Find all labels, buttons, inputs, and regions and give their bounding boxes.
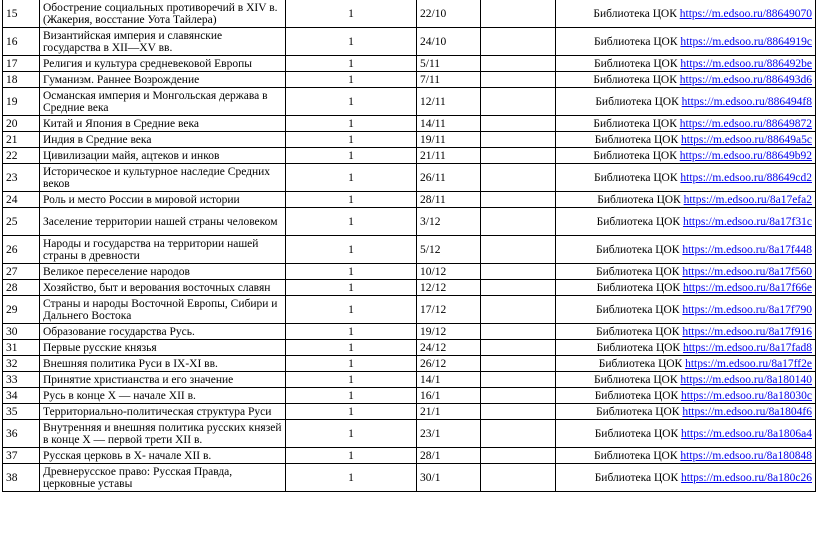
lesson-date: 19/12 bbox=[417, 324, 481, 340]
lesson-number: 17 bbox=[3, 56, 40, 72]
resource-link[interactable]: https://m.edsoo.ru/8a17efa2 bbox=[683, 193, 812, 206]
library-label: Библиотека ЦОК bbox=[593, 117, 677, 130]
empty-cell bbox=[481, 148, 556, 164]
resource-link[interactable]: https://m.edsoo.ru/8a17f31c bbox=[682, 215, 812, 228]
lesson-number: 30 bbox=[3, 324, 40, 340]
lesson-topic: Страны и народы Восточной Европы, Сибири и Дальнего Востока bbox=[40, 296, 286, 324]
resource-cell bbox=[556, 28, 816, 56]
lesson-topic: Религия и культура средневековой Европы bbox=[40, 56, 286, 72]
lesson-topic: Русская церковь в X- начале XII в. bbox=[40, 448, 286, 464]
lesson-topic: Историческое и культурное наследие Средних веков bbox=[40, 164, 286, 192]
resource-link[interactable]: https://m.edsoo.ru/8a1806a4 bbox=[681, 427, 812, 440]
table-row bbox=[3, 296, 816, 324]
empty-cell bbox=[481, 448, 556, 464]
resource-link[interactable]: https://m.edsoo.ru/8a17f66e bbox=[682, 281, 812, 294]
lesson-date: 10/12 bbox=[417, 264, 481, 280]
library-label: Библиотека ЦОК bbox=[597, 193, 681, 206]
table-body bbox=[3, 0, 816, 492]
lesson-topic: Обострение социальных противоречий в XIV в.(Жакерия, восстание Уота Тайлера) bbox=[40, 0, 286, 28]
library-label: Библиотека ЦОК bbox=[595, 303, 680, 316]
lesson-topic: Территориально-политическая структура Руси bbox=[40, 404, 286, 420]
lesson-topic: Великое переселение народов bbox=[40, 264, 286, 280]
lesson-date: 3/12 bbox=[417, 208, 481, 236]
lesson-number: 29 bbox=[3, 296, 40, 324]
library-label: Библиотека ЦОК bbox=[594, 373, 678, 386]
resource-cell bbox=[556, 420, 816, 448]
lesson-date: 21/11 bbox=[417, 148, 481, 164]
empty-cell bbox=[481, 324, 556, 340]
table-row bbox=[3, 340, 816, 356]
table-row bbox=[3, 324, 816, 340]
table-row bbox=[3, 192, 816, 208]
lesson-date: 28/11 bbox=[417, 192, 481, 208]
lesson-date: 14/11 bbox=[417, 116, 481, 132]
empty-cell bbox=[481, 116, 556, 132]
resource-cell bbox=[556, 356, 816, 372]
empty-cell bbox=[481, 192, 556, 208]
lesson-hours: 1 bbox=[286, 324, 417, 340]
lesson-number: 31 bbox=[3, 340, 40, 356]
resource-link[interactable]: https://m.edsoo.ru/886492be bbox=[680, 57, 812, 70]
resource-link[interactable]: https://m.edsoo.ru/88649070 bbox=[679, 7, 812, 20]
resource-link[interactable]: https://m.edsoo.ru/8a17f560 bbox=[682, 265, 812, 278]
resource-link[interactable]: https://m.edsoo.ru/88649872 bbox=[679, 117, 812, 130]
lesson-number: 38 bbox=[3, 464, 40, 492]
lesson-number: 34 bbox=[3, 388, 40, 404]
lesson-number: 27 bbox=[3, 264, 40, 280]
lesson-topic: Роль и место России в мировой истории bbox=[40, 192, 286, 208]
library-label: Библиотека ЦОК bbox=[593, 7, 677, 20]
lesson-date: 26/11 bbox=[417, 164, 481, 192]
lesson-topic: Китай и Япония в Средние века bbox=[40, 116, 286, 132]
lesson-hours: 1 bbox=[286, 264, 417, 280]
lesson-hours: 1 bbox=[286, 164, 417, 192]
resource-cell bbox=[556, 164, 816, 192]
resource-cell bbox=[556, 132, 816, 148]
lesson-hours: 1 bbox=[286, 464, 417, 492]
lesson-hours: 1 bbox=[286, 72, 417, 88]
table-row bbox=[3, 280, 816, 296]
lesson-topic: Хозяйство, быт и верования восточных славян bbox=[40, 280, 286, 296]
lesson-date: 24/12 bbox=[417, 340, 481, 356]
lesson-topic: Византийская империя и славянские государства в XII—XV вв. bbox=[40, 28, 286, 56]
resource-link[interactable]: https://m.edsoo.ru/8a17fad8 bbox=[682, 341, 812, 354]
lesson-hours: 1 bbox=[286, 192, 417, 208]
resource-cell bbox=[556, 404, 816, 420]
library-label: Библиотека ЦОК bbox=[594, 171, 678, 184]
lesson-date: 12/12 bbox=[417, 280, 481, 296]
lesson-hours: 1 bbox=[286, 132, 417, 148]
lesson-date: 21/1 bbox=[417, 404, 481, 420]
empty-cell bbox=[481, 0, 556, 28]
lesson-date: 5/12 bbox=[417, 236, 481, 264]
lesson-topic: Русь в конце X — начале XII в. bbox=[40, 388, 286, 404]
lesson-number: 21 bbox=[3, 132, 40, 148]
lesson-hours: 1 bbox=[286, 116, 417, 132]
empty-cell bbox=[481, 340, 556, 356]
resource-cell bbox=[556, 340, 816, 356]
lesson-number: 24 bbox=[3, 192, 40, 208]
empty-cell bbox=[481, 464, 556, 492]
lesson-date: 19/11 bbox=[417, 132, 481, 148]
lesson-number: 19 bbox=[3, 88, 40, 116]
table-row bbox=[3, 0, 816, 28]
lesson-number: 36 bbox=[3, 420, 40, 448]
lesson-topic: Заселение территории нашей страны человеком bbox=[40, 208, 286, 236]
lesson-topic: Принятие христианства и его значение bbox=[40, 372, 286, 388]
lesson-topic: Индия в Средние века bbox=[40, 132, 286, 148]
lesson-date: 12/11 bbox=[417, 88, 481, 116]
lesson-date: 30/1 bbox=[417, 464, 481, 492]
table-row bbox=[3, 72, 816, 88]
library-label: Библиотека ЦОК bbox=[596, 215, 681, 228]
resource-cell bbox=[556, 464, 816, 492]
resource-cell bbox=[556, 296, 816, 324]
lesson-date: 14/1 bbox=[417, 372, 481, 388]
table-row bbox=[3, 116, 816, 132]
table-row bbox=[3, 132, 816, 148]
lesson-number: 20 bbox=[3, 116, 40, 132]
resource-link[interactable]: https://m.edsoo.ru/88649cd2 bbox=[680, 171, 812, 184]
resource-link[interactable]: https://m.edsoo.ru/8a180848 bbox=[680, 449, 812, 462]
resource-cell bbox=[556, 56, 816, 72]
empty-cell bbox=[481, 420, 556, 448]
lesson-number: 37 bbox=[3, 448, 40, 464]
lesson-topic: Первые русские князья bbox=[40, 340, 286, 356]
resource-cell bbox=[556, 192, 816, 208]
lesson-topic: Образование государства Русь. bbox=[40, 324, 286, 340]
table-row bbox=[3, 264, 816, 280]
lesson-topic: Народы и государства на территории нашей страны в древности bbox=[40, 236, 286, 264]
library-label: Библиотека ЦОК bbox=[593, 73, 677, 86]
resource-cell bbox=[556, 388, 816, 404]
table-row bbox=[3, 28, 816, 56]
lesson-number: 33 bbox=[3, 372, 40, 388]
resource-cell bbox=[556, 88, 816, 116]
lesson-number: 16 bbox=[3, 28, 40, 56]
lesson-number: 15 bbox=[3, 0, 40, 28]
lesson-date: 5/11 bbox=[417, 56, 481, 72]
resource-cell bbox=[556, 280, 816, 296]
empty-cell bbox=[481, 72, 556, 88]
lesson-hours: 1 bbox=[286, 208, 417, 236]
lesson-number: 26 bbox=[3, 236, 40, 264]
library-label: Библиотека ЦОК bbox=[595, 405, 680, 418]
lesson-hours: 1 bbox=[286, 296, 417, 324]
resource-link[interactable]: https://m.edsoo.ru/88649b92 bbox=[679, 149, 812, 162]
resource-cell bbox=[556, 148, 816, 164]
lesson-topic: Внешняя политика Руси в IX-XI вв. bbox=[40, 356, 286, 372]
lesson-date: 26/12 bbox=[417, 356, 481, 372]
library-label: Библиотека ЦОК bbox=[594, 57, 678, 70]
table-row bbox=[3, 464, 816, 492]
empty-cell bbox=[481, 356, 556, 372]
lesson-hours: 1 bbox=[286, 0, 417, 28]
lesson-hours: 1 bbox=[286, 28, 417, 56]
library-label: Библиотека ЦОК bbox=[594, 389, 679, 402]
lesson-topic: Гуманизм. Раннее Возрождение bbox=[40, 72, 286, 88]
table-row bbox=[3, 88, 816, 116]
table-row bbox=[3, 148, 816, 164]
lesson-plan-table bbox=[2, 0, 816, 492]
library-label: Библиотека ЦОК bbox=[594, 427, 679, 440]
lesson-date: 28/1 bbox=[417, 448, 481, 464]
lesson-hours: 1 bbox=[286, 356, 417, 372]
empty-cell bbox=[481, 404, 556, 420]
lesson-number: 22 bbox=[3, 148, 40, 164]
library-label: Библиотека ЦОК bbox=[594, 471, 679, 484]
lesson-topic: Цивилизации майя, ацтеков и инков bbox=[40, 148, 286, 164]
lesson-hours: 1 bbox=[286, 148, 417, 164]
empty-cell bbox=[481, 280, 556, 296]
lesson-date: 16/1 bbox=[417, 388, 481, 404]
resource-link[interactable]: https://m.edsoo.ru/88649a5c bbox=[681, 133, 812, 146]
library-label: Библиотека ЦОК bbox=[595, 325, 680, 338]
lesson-date: 23/1 bbox=[417, 420, 481, 448]
library-label: Библиотека ЦОК bbox=[595, 243, 680, 256]
lesson-hours: 1 bbox=[286, 236, 417, 264]
library-label: Библиотека ЦОК bbox=[595, 265, 680, 278]
lesson-topic: Внутренняя и внешняя политика русских князей в конце X — первой трети XII в. bbox=[40, 420, 286, 448]
table-row bbox=[3, 164, 816, 192]
resource-link[interactable]: https://m.edsoo.ru/8a17f790 bbox=[682, 303, 812, 316]
resource-link[interactable]: https://m.edsoo.ru/8a180140 bbox=[680, 373, 812, 386]
lesson-hours: 1 bbox=[286, 404, 417, 420]
lesson-hours: 1 bbox=[286, 56, 417, 72]
lesson-number: 25 bbox=[3, 208, 40, 236]
lesson-number: 18 bbox=[3, 72, 40, 88]
table-row bbox=[3, 388, 816, 404]
lesson-hours: 1 bbox=[286, 420, 417, 448]
table-row bbox=[3, 448, 816, 464]
empty-cell bbox=[481, 88, 556, 116]
library-label: Библиотека ЦОК bbox=[594, 35, 678, 48]
resource-link[interactable]: https://m.edsoo.ru/8a17f916 bbox=[682, 325, 812, 338]
empty-cell bbox=[481, 132, 556, 148]
empty-cell bbox=[481, 264, 556, 280]
resource-cell bbox=[556, 0, 816, 28]
empty-cell bbox=[481, 388, 556, 404]
empty-cell bbox=[481, 372, 556, 388]
resource-link[interactable]: https://m.edsoo.ru/8a180c26 bbox=[681, 471, 812, 484]
lesson-hours: 1 bbox=[286, 88, 417, 116]
resource-cell bbox=[556, 72, 816, 88]
resource-cell bbox=[556, 372, 816, 388]
resource-cell bbox=[556, 116, 816, 132]
resource-link[interactable]: https://m.edsoo.ru/8a18030c bbox=[681, 389, 812, 402]
empty-cell bbox=[481, 28, 556, 56]
resource-cell bbox=[556, 236, 816, 264]
resource-cell bbox=[556, 324, 816, 340]
lesson-topic: Древнерусское право: Русская Правда, церковные уставы bbox=[40, 464, 286, 492]
resource-link[interactable]: https://m.edsoo.ru/886493d6 bbox=[679, 73, 812, 86]
lesson-hours: 1 bbox=[286, 340, 417, 356]
table-row bbox=[3, 372, 816, 388]
lesson-hours: 1 bbox=[286, 372, 417, 388]
library-label: Библиотека ЦОК bbox=[596, 341, 681, 354]
resource-cell bbox=[556, 208, 816, 236]
resource-cell bbox=[556, 264, 816, 280]
table-row bbox=[3, 56, 816, 72]
library-label: Библиотека ЦОК bbox=[594, 133, 679, 146]
library-label: Библиотека ЦОК bbox=[593, 149, 677, 162]
table-row bbox=[3, 404, 816, 420]
empty-cell bbox=[481, 164, 556, 192]
lesson-hours: 1 bbox=[286, 280, 417, 296]
lesson-date: 22/10 bbox=[417, 0, 481, 28]
table-row bbox=[3, 420, 816, 448]
lesson-date: 24/10 bbox=[417, 28, 481, 56]
lesson-date: 17/12 bbox=[417, 296, 481, 324]
resource-link[interactable]: https://m.edsoo.ru/8a17f448 bbox=[682, 243, 812, 256]
empty-cell bbox=[481, 208, 556, 236]
table-row bbox=[3, 208, 816, 236]
resource-link[interactable]: https://m.edsoo.ru/8a17ff2e bbox=[685, 357, 812, 370]
table-row bbox=[3, 356, 816, 372]
library-label: Библиотека ЦОК bbox=[596, 281, 681, 294]
empty-cell bbox=[481, 296, 556, 324]
lesson-number: 35 bbox=[3, 404, 40, 420]
resource-link[interactable]: https://m.edsoo.ru/8a1804f6 bbox=[682, 405, 812, 418]
lesson-hours: 1 bbox=[286, 388, 417, 404]
empty-cell bbox=[481, 236, 556, 264]
empty-cell bbox=[481, 56, 556, 72]
lesson-topic: Османская империя и Монгольская держава в Средние века bbox=[40, 88, 286, 116]
lesson-date: 7/11 bbox=[417, 72, 481, 88]
resource-link[interactable]: https://m.edsoo.ru/886494f8 bbox=[681, 95, 812, 108]
library-label: Библиотека ЦОК bbox=[595, 95, 679, 108]
table-row bbox=[3, 236, 816, 264]
library-label: Библиотека ЦОК bbox=[594, 449, 678, 462]
library-label: Библиотека ЦОК bbox=[598, 357, 683, 370]
resource-link[interactable]: https://m.edsoo.ru/8864919c bbox=[680, 35, 812, 48]
lesson-number: 23 bbox=[3, 164, 40, 192]
lesson-number: 32 bbox=[3, 356, 40, 372]
lesson-hours: 1 bbox=[286, 448, 417, 464]
resource-cell bbox=[556, 448, 816, 464]
lesson-number: 28 bbox=[3, 280, 40, 296]
